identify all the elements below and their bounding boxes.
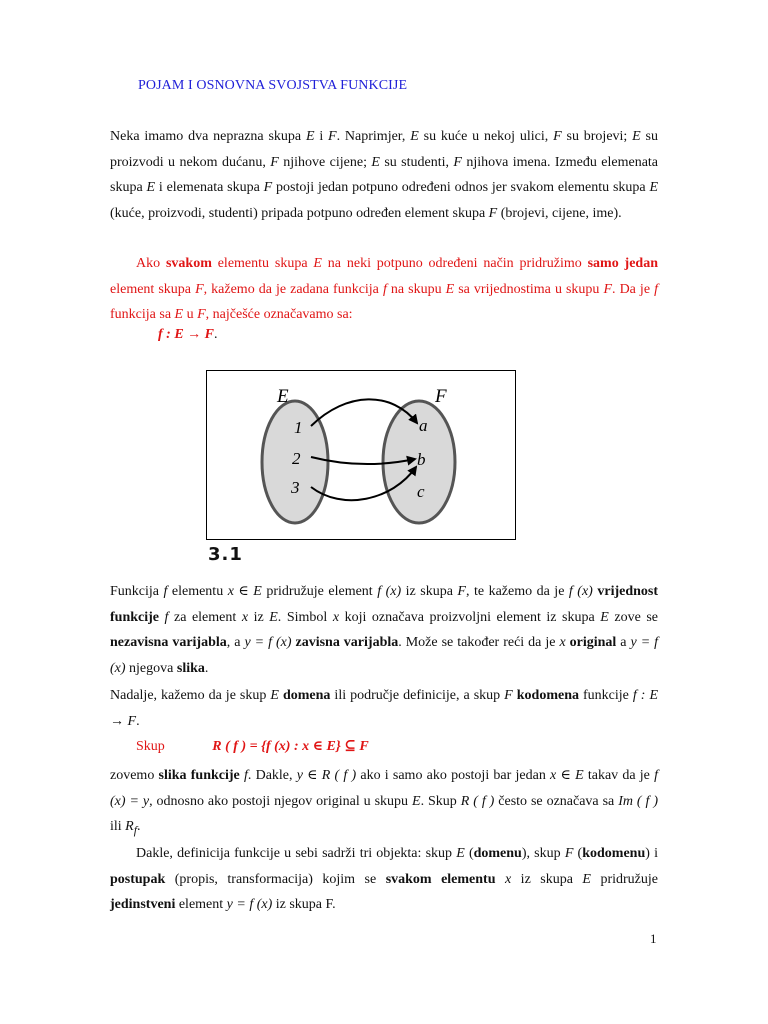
- skup-label: Skup: [136, 739, 165, 754]
- paragraph-summary: Dakle, definicija funkcije u sebi sadrži tri objekta: skup E (domenu), skup F (kodomenu) i postupak (propis, transformacija) kojim se svakom elementu x iz skupa E pridružuje jedinstveni element y = f (x) iz skupa F.: [110, 846, 658, 912]
- paragraph-definition: Ako svakom elementu skupa E na neki potpuno određeni način pridružimo samo jedan element skupa F, kažemo da je zadana funkcija f na skupu E sa vrijednostima u skupu F. Da je f funkcija sa E u F, najčešće označavamo sa:: [110, 256, 658, 322]
- figure-label: 3.1: [208, 544, 243, 565]
- paragraph-intro: Neka imamo dva neprazna skupa E i F. Naprimjer, E su kuće u nekoj ulici, F su brojevi; E su proizvodi u nekom dućanu, F njihove cijene; E su studenti, F njihova imena. Između elemenata skupa E i elemenata skupa F postoji jedan potpuno određeni odnos jer svakom elementu skupa E (kuće, proizvodi, studenti) pripada potpuno određen element skupa F (brojevi, cijene, ime).: [110, 129, 659, 221]
- element-2: 2: [292, 449, 301, 468]
- element-a: a: [419, 416, 428, 435]
- page-title: POJAM I OSNOVNA SVOJSTVA FUNKCIJE: [138, 78, 408, 93]
- element-1: 1: [294, 418, 303, 437]
- element-3: 3: [291, 478, 300, 497]
- element-c: c: [417, 482, 425, 501]
- range-formula: R ( f ) = {f (x) : x ∈ E} ⊆ F: [212, 739, 369, 754]
- element-b: b: [417, 450, 426, 469]
- paragraph-function-value: Funkcija f elementu x ∈ E pridružuje element f (x) iz skupa F, te kažemo da je f (x) vrijednost funkcije f za element x iz E. Simbol x koji označava proizvoljni element iz skupa E zove se nezavisna varijabla, a y = f (x) zavisna varijabla. Može se također reći da je x original a y = f (x) njegova slika.: [110, 584, 659, 676]
- set-E-label: E: [277, 386, 289, 407]
- page-number: 1: [650, 931, 657, 946]
- set-F-label: F: [435, 386, 447, 407]
- mapping-formula: f : E → F.: [158, 327, 218, 342]
- paragraph-domain: Nadalje, kažemo da je skup E domena ili područje definicije, a skup F kodomena funkcije f : E → F.: [110, 688, 659, 729]
- range-formula-line: [136, 738, 369, 755]
- paragraph-image: zovemo slika funkcije f. Dakle, y ∈ R ( f ) ako i samo ako postoji bar jedan x ∈ E takav da je f (x) = y, odnosno ako postoji njegov original u skupu E. Skup R ( f ) često se označava sa Im ( f ) ili $R_f$.: [110, 768, 658, 837]
- function-diagram: [206, 370, 516, 540]
- diagram-svg: [207, 371, 517, 541]
